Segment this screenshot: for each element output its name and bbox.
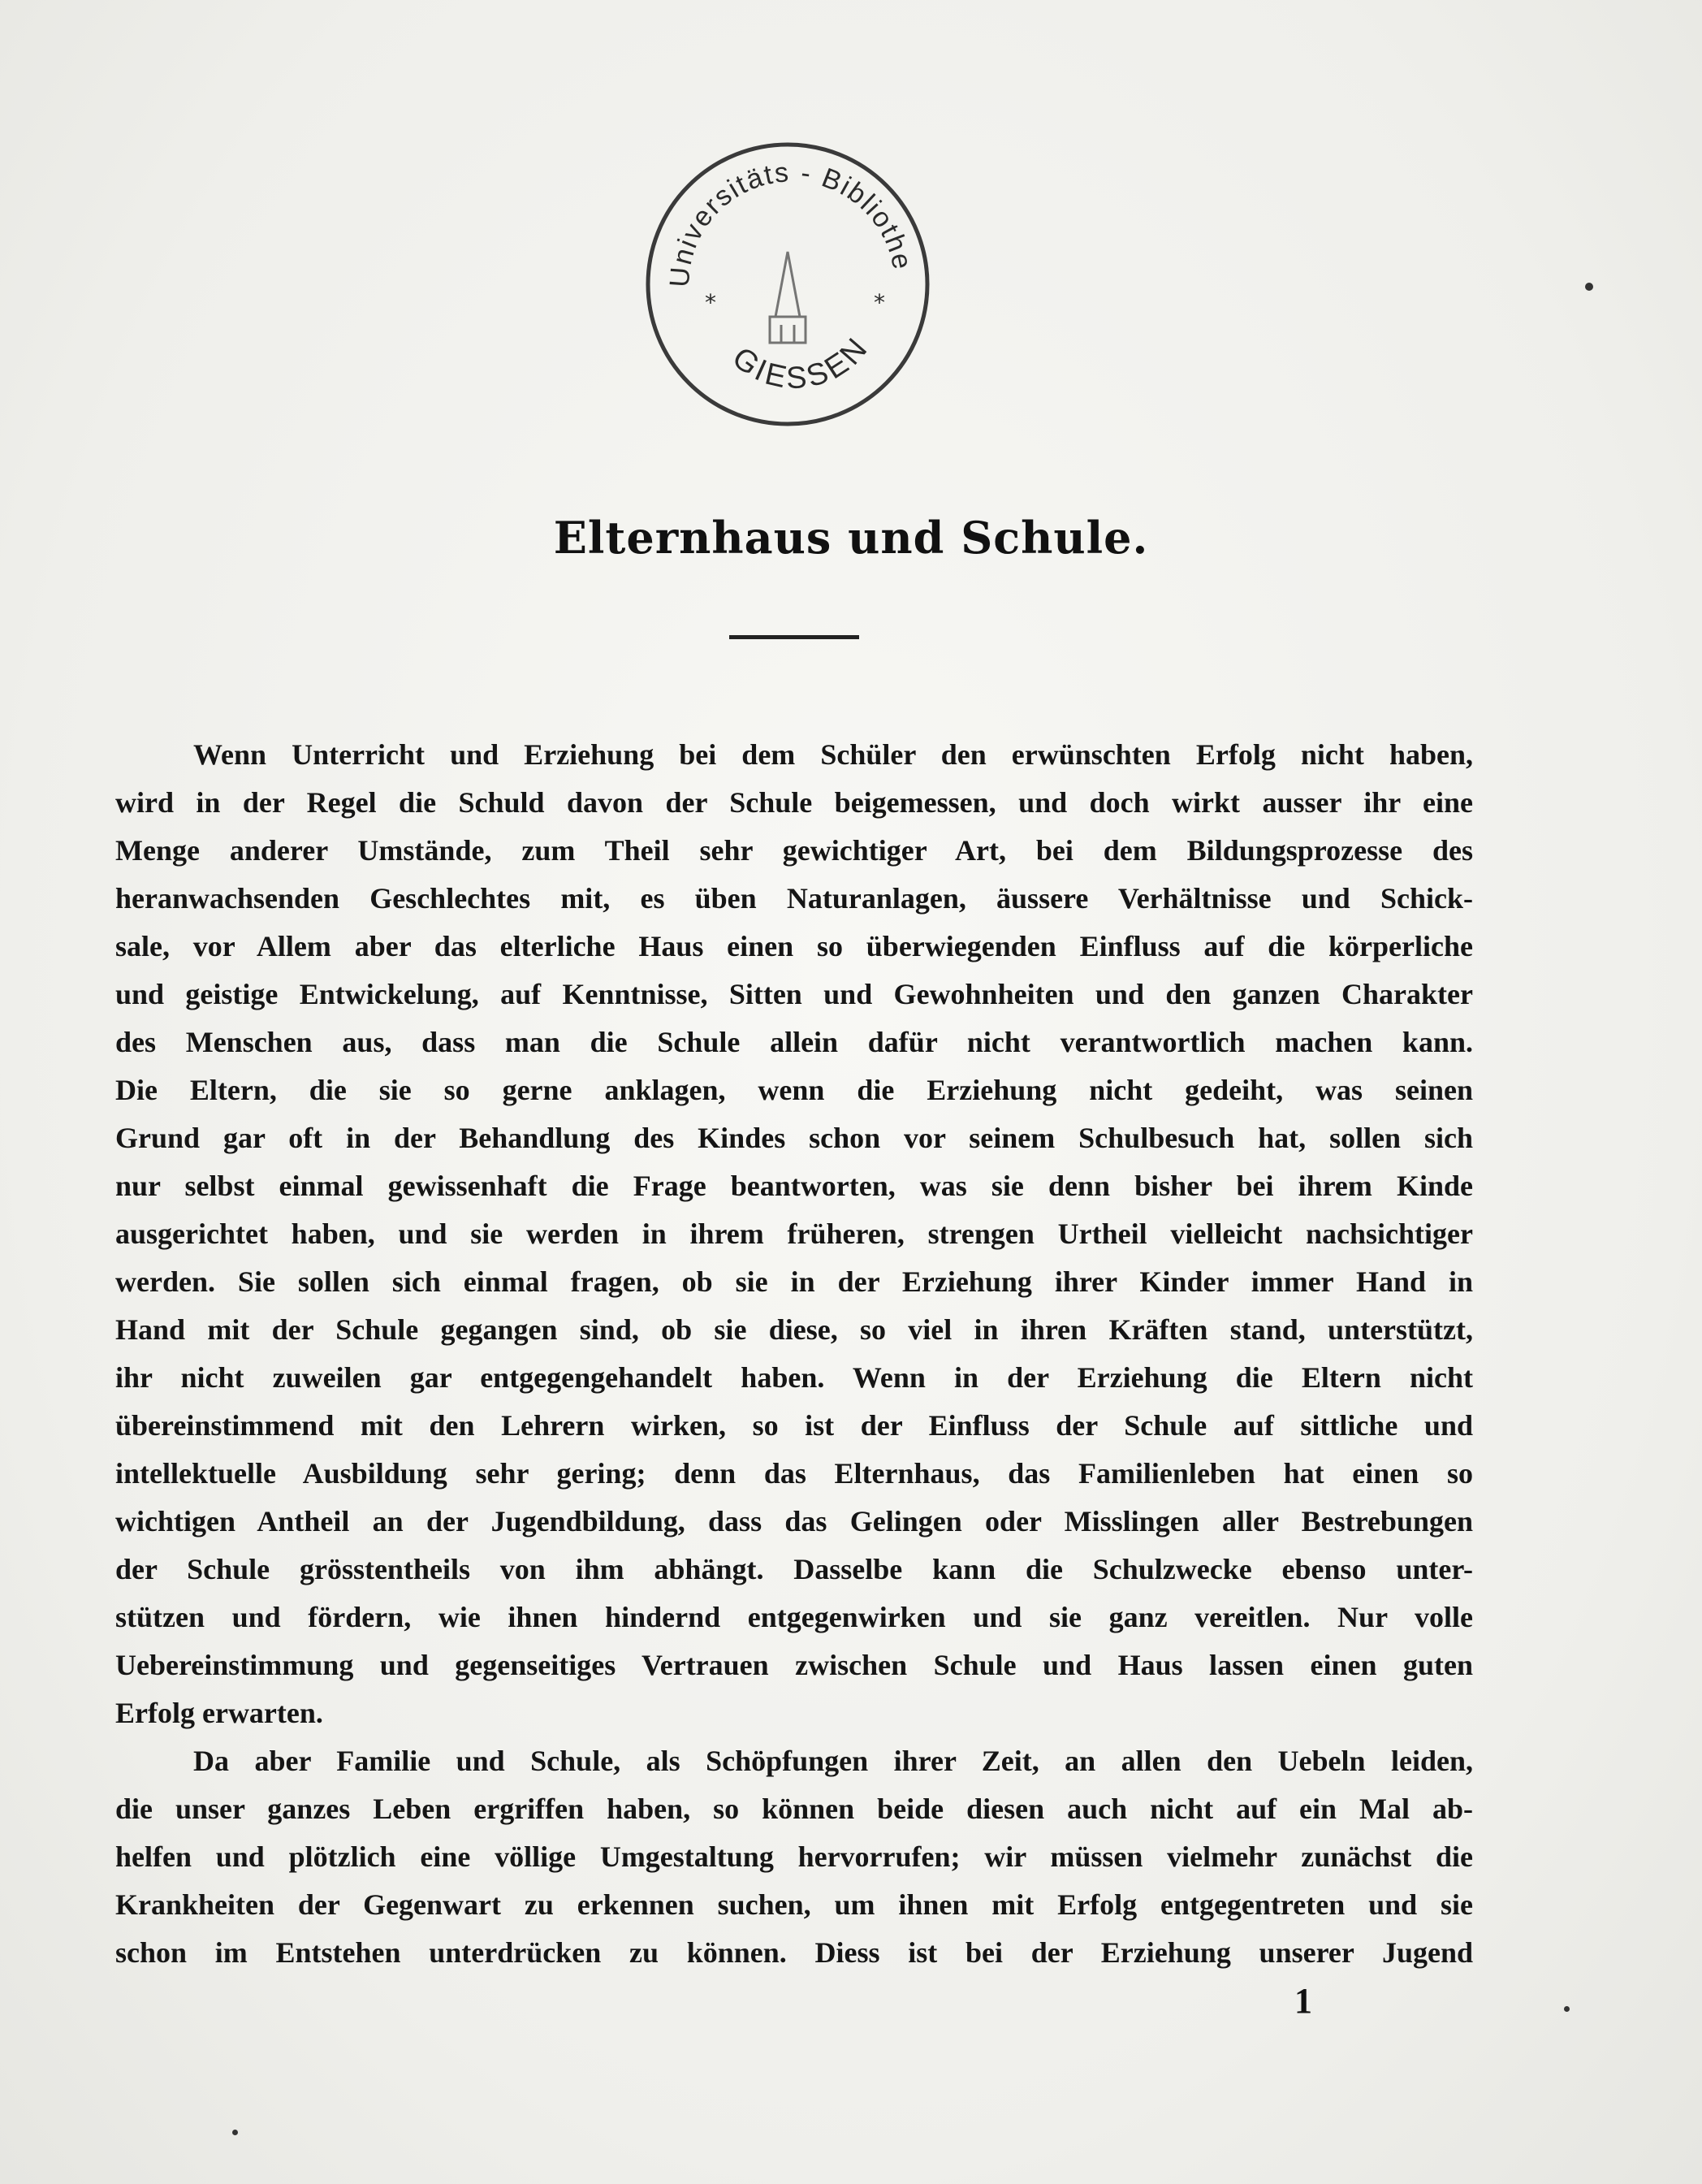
text-line: die unser ganzes Leben ergriffen haben, so können beide diesen auch nicht auf ein Mal ab-	[115, 1793, 1473, 1825]
text-line: intellektuelle Ausbildung sehr gering; denn das Elternhaus, das Familienleben hat einen so	[115, 1457, 1473, 1490]
paragraph-1	[115, 731, 1473, 1737]
svg-text:*: *	[874, 289, 885, 316]
text-line: schon im Entstehen unterdrücken zu können. Diess ist bei der Erziehung unserer Jugend	[115, 1936, 1473, 1969]
stamp-seal-icon	[633, 130, 942, 439]
text-line: Uebereinstimmung und gegenseitiges Vertrauen zwischen Schule und Haus lassen einen guten	[115, 1649, 1473, 1681]
text-line: Grund gar oft in der Behandlung des Kindes schon vor seinem Schulbesuch hat, sollen sich	[115, 1122, 1473, 1154]
text-line: stützen und fördern, wie ihnen hindernd entgegenwirken und sie ganz vereitlen. Nur volle	[115, 1601, 1473, 1633]
text-line: übereinstimmend mit den Lehrern wirken, so ist der Einfluss der Schule auf sittliche und	[115, 1409, 1473, 1442]
text-line: Die Eltern, die sie so gerne anklagen, wenn die Erziehung nicht gedeiht, was seinen	[115, 1074, 1473, 1106]
svg-text:Universitäts - Bibliothek: Universitäts - Bibliothe	[663, 157, 918, 288]
text-line: ihr nicht zuweilen gar entgegengehandelt haben. Wenn in der Erziehung die Eltern nicht	[115, 1361, 1473, 1394]
text-line: sale, vor Allem aber das elterliche Haus einen so überwiegenden Einfluss auf die körperliche	[115, 930, 1473, 962]
svg-text:*: *	[705, 289, 716, 316]
library-stamp	[633, 130, 942, 439]
text-line: Krankheiten der Gegenwart zu erkennen suchen, um ihnen mit Erfolg entgegentreten und sie	[115, 1888, 1473, 1921]
ink-speck	[1564, 2006, 1570, 2012]
text-line: Menge anderer Umstände, zum Theil sehr gewichtiger Art, bei dem Bildungsprozesse des	[115, 834, 1473, 867]
svg-text:GIESSEN: GIESSEN	[725, 330, 876, 396]
ink-speck	[232, 2130, 238, 2135]
paragraph-2	[115, 1737, 1473, 1977]
page-number: 1	[1294, 1981, 1312, 2021]
text-line: wird in der Regel die Schuld davon der Schule beigemessen, und doch wirkt ausser ihr eine	[115, 786, 1473, 819]
title-divider	[729, 635, 859, 639]
text-line: des Menschen aus, dass man die Schule allein dafür nicht verantwortlich machen kann.	[115, 1026, 1473, 1058]
body-text	[115, 731, 1473, 1977]
text-line: Wenn Unterricht und Erziehung bei dem Schüler den erwünschten Erfolg nicht haben,	[193, 738, 1473, 771]
text-line: nur selbst einmal gewissenhaft die Frage beantworten, was sie denn bisher bei ihrem Kinde	[115, 1170, 1473, 1202]
text-line: Da aber Familie und Schule, als Schöpfungen ihrer Zeit, an allen den Uebeln leiden,	[193, 1745, 1473, 1777]
text-line: ausgerichtet haben, und sie werden in ihrem früheren, strengen Urtheil vielleicht nachsichtiger	[115, 1217, 1473, 1250]
text-line: und geistige Entwickelung, auf Kenntnisse, Sitten und Gewohnheiten und den ganzen Charakter	[115, 978, 1473, 1010]
text-line: helfen und plötzlich eine völlige Umgestaltung hervorrufen; wir müssen vielmehr zunächst die	[115, 1840, 1473, 1873]
text-line: der Schule grösstentheils von ihm abhängt. Dasselbe kann die Schulzwecke ebenso unter-	[115, 1553, 1473, 1585]
text-line: Erfolg erwarten.	[115, 1697, 323, 1729]
text-line: werden. Sie sollen sich einmal fragen, ob sie in der Erziehung ihrer Kinder immer Hand in	[115, 1265, 1473, 1298]
text-line: heranwachsenden Geschlechtes mit, es üben Naturanlagen, äussere Verhältnisse und Schick-	[115, 882, 1473, 915]
text-line: wichtigen Antheil an der Jugendbildung, dass das Gelingen oder Misslingen aller Bestrebungen	[115, 1505, 1473, 1537]
chapter-title: Elternhaus und Schule.	[553, 512, 1149, 564]
ink-speck	[1585, 283, 1593, 291]
text-line: Hand mit der Schule gegangen sind, ob sie diese, so viel in ihren Kräften stand, unterstützt,	[115, 1313, 1473, 1346]
